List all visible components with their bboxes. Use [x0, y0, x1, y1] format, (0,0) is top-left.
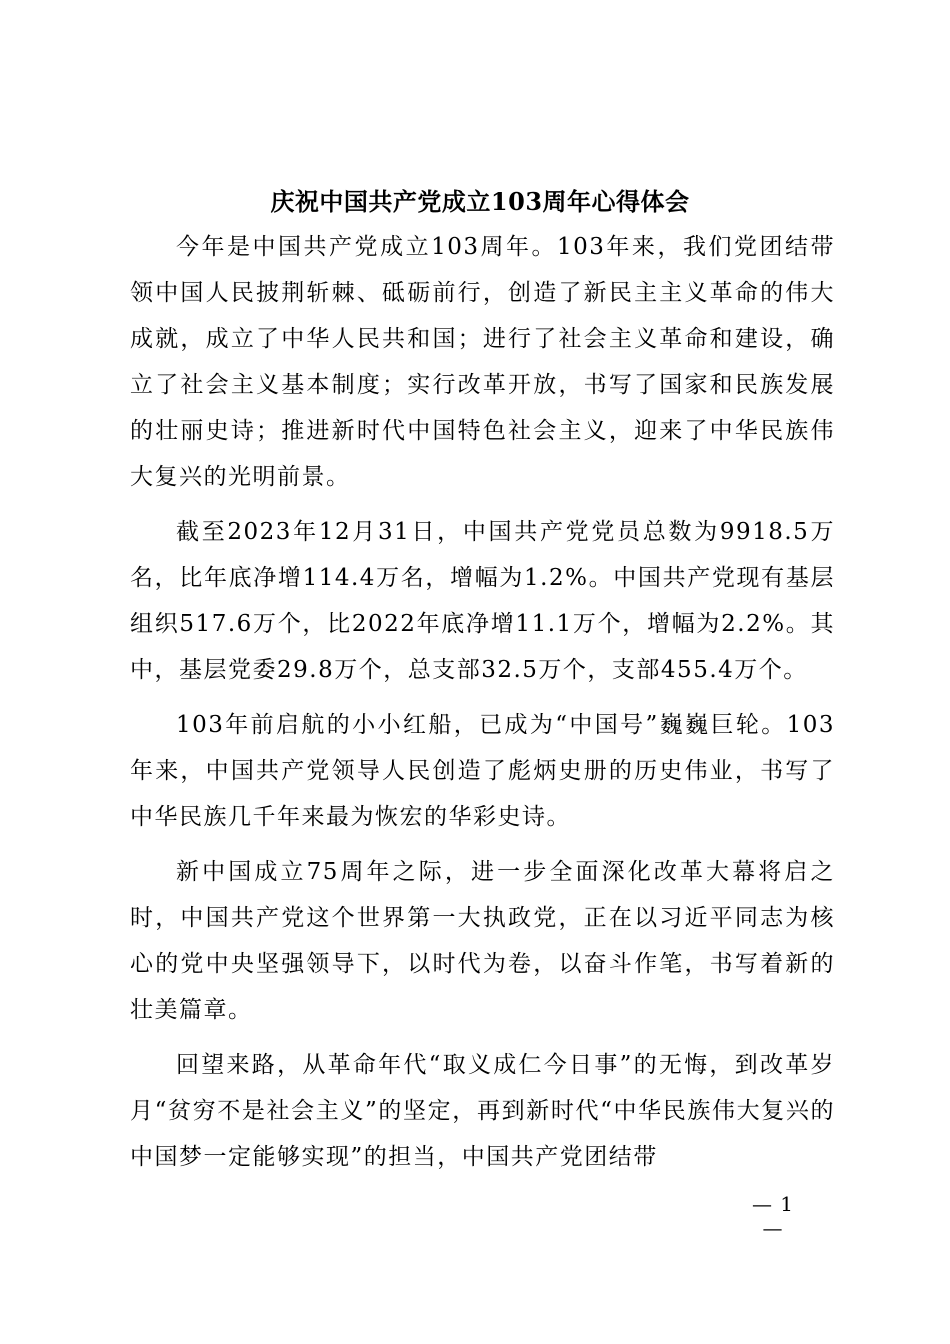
paragraph-2: 截至2023年12月31日，中国共产党党员总数为9918.5万名，比年底净增114.4万名，增幅为1.2%。中国共产党现有基层组织517.6万个，比2022年底净增11.1万个，增幅为2.2%。其中，基层党委29.8万个，总支部32.5万个，支部455.4万个。 — [130, 519, 835, 683]
paragraph-1: 今年是中国共产党成立103周年。103年来，我们党团结带领中国人民披荆斩棘、砥砺前行，创造了新民主主义革命的伟大成就，成立了中华人民共和国；进行了社会主义革命和建设，确立了社会主义基本制度；实行改革开放，书写了国家和民族发展的壮丽史诗；推进新时代中国特色社会主义，迎来了中华民族伟大复兴的光明前景。 — [130, 234, 835, 490]
document-body — [130, 224, 835, 1189]
paragraph-4: 新中国成立75周年之际，进一步全面深化改革大幕将启之时，中国共产党这个世界第一大执政党，正在以习近平同志为核心的党中央坚强领导下，以时代为卷，以奋斗作笔，书写着新的壮美篇章。 — [130, 859, 835, 1023]
document-title: 庆祝中国共产党成立103周年心得体会 — [270, 187, 690, 216]
paragraph-3: 103年前启航的小小红船，已成为“中国号”巍巍巨轮。103年来，中国共产党领导人民创造了彪炳史册的历史伟业，书写了中华民族几千年来最为恢宏的华彩史诗。 — [130, 712, 835, 830]
page-number: — 1 — — [751, 1192, 795, 1240]
paragraph-5: 回望来路，从革命年代“取义成仁今日事”的无悔，到改革岁月“贫穷不是社会主义”的坚定，再到新时代“中华民族伟大复兴的中国梦一定能够实现”的担当，中国共产党团结带 — [130, 1052, 835, 1170]
